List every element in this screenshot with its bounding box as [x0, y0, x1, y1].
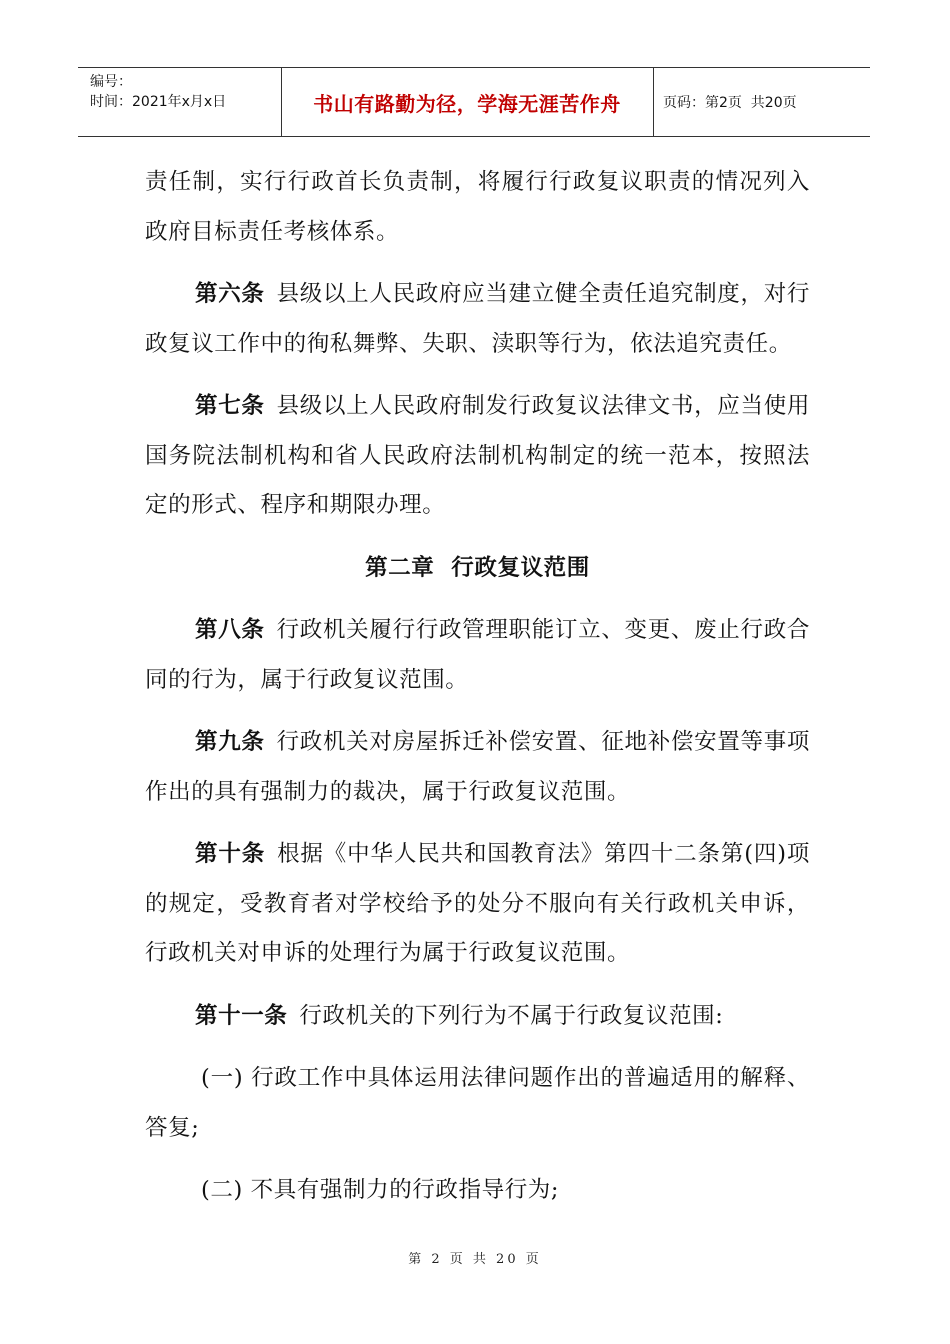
header-divider [653, 68, 654, 136]
article-6 [145, 270, 810, 369]
article-7 [145, 382, 810, 531]
article-heading: 第十条 [195, 841, 266, 867]
header-meta [90, 72, 226, 112]
page-header [78, 67, 870, 137]
article-heading: 第七条 [195, 393, 265, 419]
article-text: 县级以上人民政府制发行政复议法律文书，应当使用国务院法制机构和省人民政府法制机构制定的统一范本，按照法定的形式、程序和期限办理。 [145, 393, 810, 518]
article-heading: 第九条 [195, 729, 265, 755]
article-10 [145, 830, 810, 979]
header-motto: 书山有路勤为径，学海无涯苦作舟 [313, 91, 621, 116]
document-number-label: 编号： [90, 74, 132, 90]
list-item: (一) 行政工作中具体运用法律问题作出的普遍适用的解释、答复; [145, 1065, 810, 1141]
chapter-title: 第二章 行政复议范围 [365, 554, 590, 581]
article-heading: 第六条 [195, 281, 265, 307]
article-9 [145, 718, 810, 817]
article-text: 县级以上人民政府应当建立健全责任追究制度，对行政复议工作中的徇私舞弊、失职、渎职等行为，依法追究责任。 [145, 281, 810, 357]
page-footer: 第 2 页 共 20 页 [408, 1252, 542, 1267]
paragraph-continuation: 责任制，实行行政首长负责制，将履行行政复议职责的情况列入政府目标责任考核体系。 [145, 169, 810, 245]
article-heading: 第八条 [195, 617, 265, 643]
article-heading: 第十一条 [195, 1002, 288, 1029]
article-text: 根据《中华人民共和国教育法》第四十二条第(四)项的规定，受教育者对学校给予的处分不服向有关行政机关申诉，行政机关对申诉的处理行为属于行政复议范围。 [145, 841, 810, 966]
article-11 [145, 992, 810, 1042]
article-text: 行政机关对房屋拆迁补偿安置、征地补偿安置等事项作出的具有强制力的裁决，属于行政复议范围。 [145, 729, 810, 805]
document-body [145, 158, 810, 1229]
article-text: 行政机关履行行政管理职能订立、变更、废止行政合同的行为，属于行政复议范围。 [145, 617, 810, 693]
article-text: 行政机关的下列行为不属于行政复议范围: [299, 1002, 724, 1029]
list-item: (二) 不具有强制力的行政指导行为; [201, 1177, 560, 1203]
header-page-info: 页码：第2页 共20页 [663, 95, 797, 111]
article-8 [145, 606, 810, 705]
document-time-label: 时间：2021年x月x日 [90, 94, 227, 110]
